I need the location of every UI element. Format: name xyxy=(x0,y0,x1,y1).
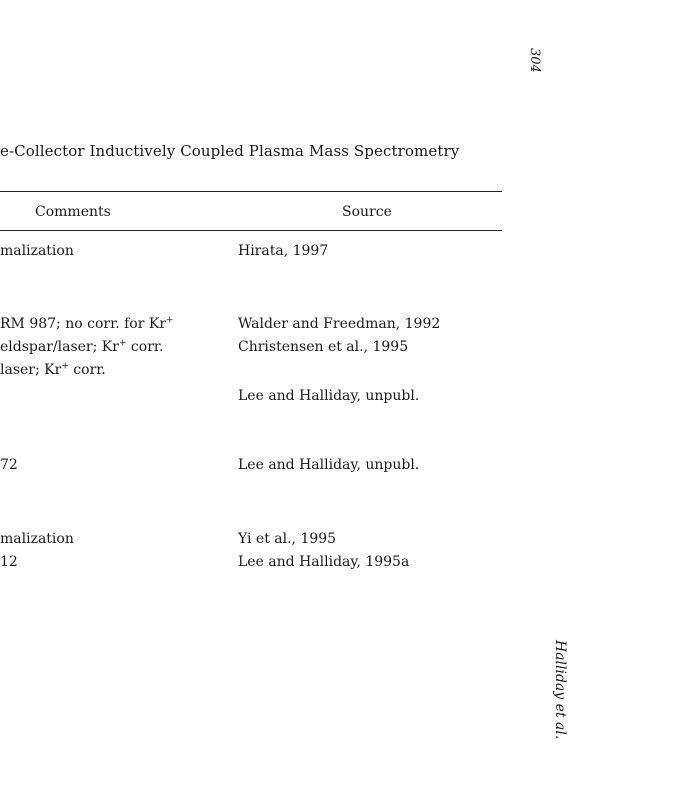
table-cell-comment: eldspar/laser; Kr+ corr. xyxy=(0,338,164,355)
table-caption: e-Collector Inductively Coupled Plasma Mass Spectrometry xyxy=(0,142,460,160)
table-cell-source: Walder and Freedman, 1992 xyxy=(238,316,441,332)
table-cell-comment: RM 987; no corr. for Kr+ xyxy=(0,315,174,332)
column-header-source: Source xyxy=(342,204,392,220)
table-cell-comment: 12 xyxy=(0,554,18,570)
table-cell-comment: laser; Kr+ corr. xyxy=(0,361,106,378)
table-cell-comment: 72 xyxy=(0,457,18,473)
table-cell-comment: malization xyxy=(0,243,74,259)
table-cell-comment: malization xyxy=(0,531,74,547)
superscript: + xyxy=(166,315,174,326)
page-number: 304 xyxy=(527,48,542,73)
running-head: Halliday et al. xyxy=(552,640,568,740)
table-cell-source: Christensen et al., 1995 xyxy=(238,339,409,355)
table-cell-source: Lee and Halliday, unpubl. xyxy=(238,388,420,404)
superscript: + xyxy=(61,361,69,372)
table-cell-source: Yi et al., 1995 xyxy=(238,531,337,547)
superscript: + xyxy=(118,338,127,349)
table-header-rule xyxy=(0,230,502,231)
table-top-rule xyxy=(0,191,502,192)
table-cell-source: Lee and Halliday, unpubl. xyxy=(238,457,420,473)
column-header-comments: Comments xyxy=(35,204,111,220)
table-cell-source: Lee and Halliday, 1995a xyxy=(238,554,410,570)
table-cell-source: Hirata, 1997 xyxy=(238,243,329,259)
